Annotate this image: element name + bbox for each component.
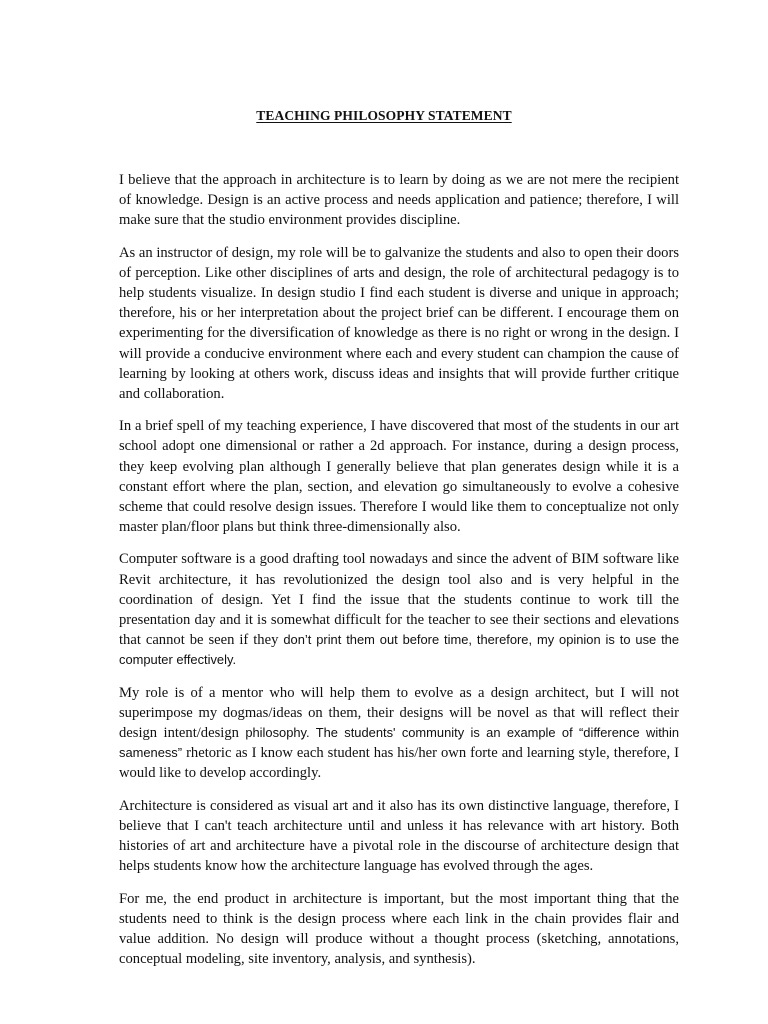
paragraph-7: For me, the end product in architecture is important, but the most important thing that the students need to think is the design process where each link in the chain provides flair and value addition. No design will produce without a thought process (sketching, annotations, conceptual modeling, site inventory, analysis, and synthesis).: [119, 890, 679, 968]
paragraph-1: I believe that the approach in architecture is to learn by doing as we are not mere the recipient of knowledge. Design is an active process and needs application and patience; therefore, I will make sure that the studio environment provides discipline.: [119, 172, 679, 229]
paragraph-4-alt-font-text: don’t print them out before time, therefore, my opinion is to use the computer effectively.: [119, 632, 680, 668]
document-body: [119, 170, 679, 981]
paragraph-5: [119, 683, 679, 784]
document-title: TEACHING PHILOSOPHY STATEMENT: [256, 108, 512, 123]
paragraph-2: As an instructor of design, my role will be to galvanize the students and also to open their doors of perception. Like other disciplines of arts and design, the role of architectural pedagogy is to help students visualize. In design studio I find each student is diverse and unique in approach; therefore, his or her interpretation about the project brief can be different. I encourage them on experimenting for the diversification of knowledge as there is no right or wrong in the design. I will provide a conducive environment where each and every student can champion the cause of learning by looking at others work, discuss ideas and insights that will provide further critique and collaboration.: [119, 244, 679, 403]
paragraph-3: In a brief spell of my teaching experience, I have discovered that most of the students in our art school adopt one dimensional or rather a 2d approach. For instance, during a design process, they keep evolving plan although I generally believe that plan generates design while it is a constant effort where the plan, section, and elevation go simultaneously to evolve a cohesive scheme that could resolve design issues. Therefore I would like them to conceptualize not only master plan/floor plans but think three-dimensionally also.: [119, 418, 679, 536]
paragraph-5-alt-font-text: philosophy. The students' community is an example of “difference within sameness”: [119, 725, 679, 761]
paragraph-5-text-start: My role is of a mentor who will help them to evolve as a design architect, but I will not superimpose my dogmas/ideas on them, their designs will be novel as that will reflect their design intent/design: [119, 684, 679, 742]
paragraph-6: Architecture is considered as visual art and it also has its own distinctive language, therefore, I believe that I can't teach architecture until and unless it has relevance with art history. Both histories of art and architecture have a pivotal role in the discourse of architecture design that helps students know how the architecture language has evolved through the ages.: [119, 797, 679, 875]
paragraph-4: [119, 549, 679, 670]
paragraph-4-text: Computer software is a good drafting tool nowadays and since the advent of BIM software like Revit architecture, it has revolutionized the design tool also and is very helpful in the coordination of design. Yet I find the issue that the students continue to work till the presentation day and it is somewhat difficult for the teacher to see their sections and elevations that cannot be seen if they: [119, 551, 679, 649]
paragraph-5-text-end: rhetoric as I know each student has his/her own forte and learning style, therefore, I would like to develop accordingly.: [119, 745, 679, 782]
